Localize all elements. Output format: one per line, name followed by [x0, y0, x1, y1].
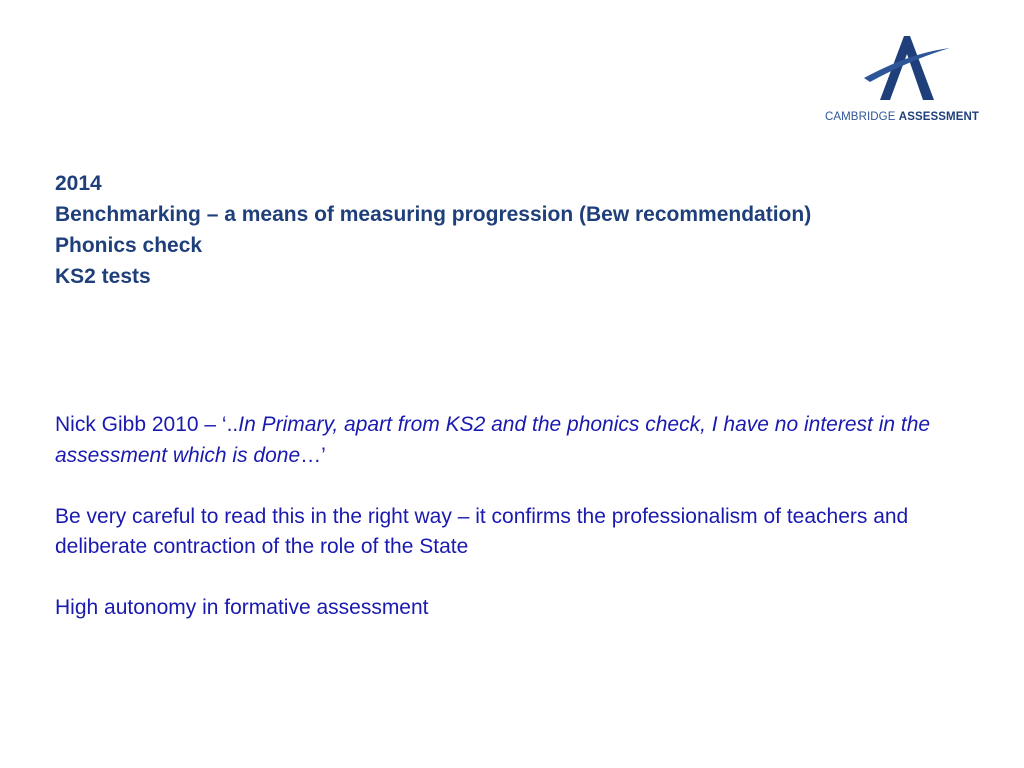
- quote-suffix: …’: [300, 443, 326, 467]
- heading-benchmarking: Benchmarking – a means of measuring progression (Bew recommendation): [55, 203, 812, 226]
- autonomy-paragraph: High autonomy in formative assessment: [55, 596, 429, 619]
- quote-italic: In Primary, apart from KS2 and the phonics check, I have no interest in the assessment which is done: [55, 413, 931, 467]
- logo-word-assessment: ASSESSMENT: [898, 111, 980, 123]
- logo-wordmark: [816, 111, 988, 123]
- heading-phonics-check: Phonics check: [55, 234, 203, 257]
- quote-paragraph: [55, 410, 985, 471]
- heading-ks2-tests: KS2 tests: [55, 265, 151, 288]
- quote-prefix: Nick Gibb 2010 – ‘..: [55, 413, 239, 436]
- heading-list: [55, 168, 995, 292]
- logo-word-cambridge: CAMBRIDGE: [824, 111, 896, 123]
- letter-a-logo-icon: [860, 34, 950, 106]
- body-text: [55, 410, 985, 654]
- cambridge-assessment-logo: [816, 34, 988, 130]
- heading-year: 2014: [55, 172, 102, 195]
- professionalism-paragraph: Be very careful to read this in the right way – it confirms the professionalism of teachers and deliberate contraction of the role of the State: [55, 504, 909, 558]
